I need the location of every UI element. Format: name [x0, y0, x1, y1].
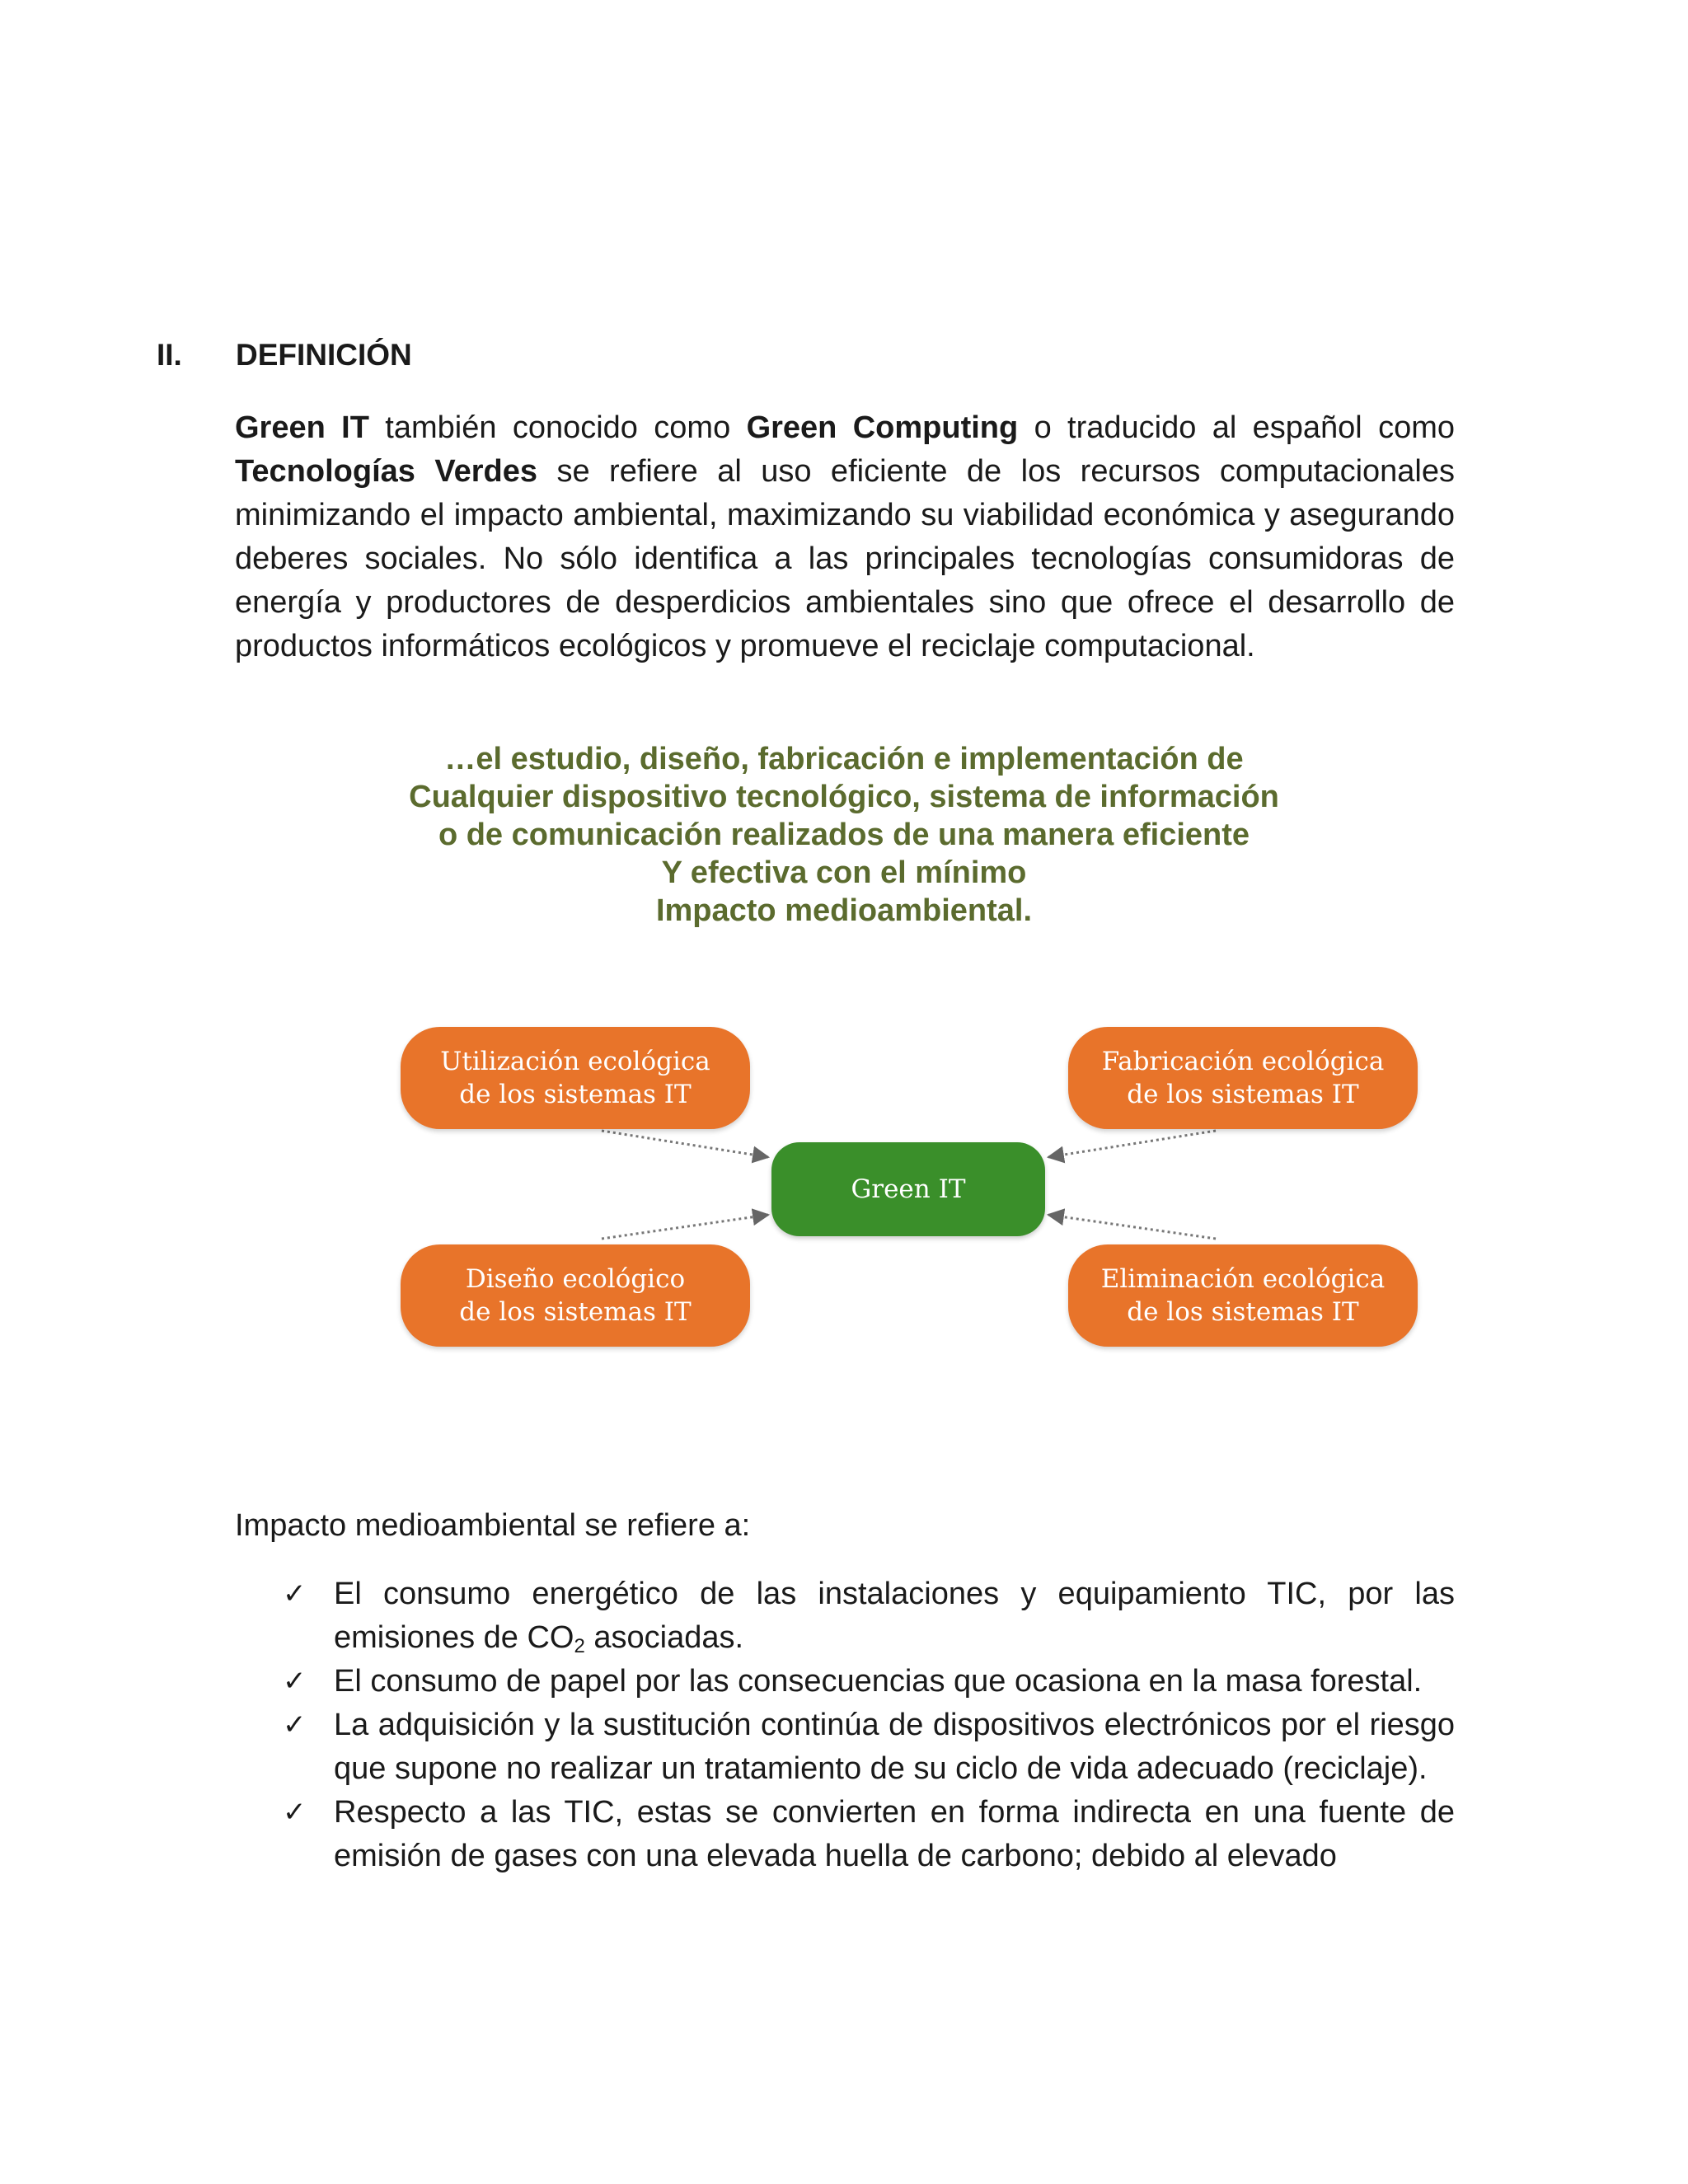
node-label: Eliminación ecológica: [1100, 1264, 1386, 1294]
node-green-it: [771, 1142, 1045, 1236]
definition-text-1: también conocido como: [368, 410, 747, 445]
node-label: Utilización ecológica: [440, 1047, 710, 1076]
arrow-bottom-right: [1048, 1215, 1216, 1239]
item-text: El consumo energético de las instalaciones y equipamiento TIC, por las emisiones de CO: [334, 1577, 1455, 1655]
list-item: [235, 1660, 1455, 1704]
list-item: [235, 1791, 1455, 1878]
arrow-bottom-left: [602, 1215, 768, 1239]
section-title: DEFINICIÓN: [236, 338, 412, 372]
checkmark-icon: ✓: [283, 1796, 307, 1829]
node-eco-usage: [401, 1027, 750, 1129]
node-eco-design: [401, 1244, 750, 1347]
term-green-it: Green IT: [235, 410, 369, 445]
node-eco-disposal: [1068, 1244, 1418, 1347]
arrow-top-left: [602, 1131, 768, 1157]
item-text: Respecto a las TIC, estas se convierten en forma indirecta en una fuente de emisión de gases con una elevada huella de carbono; debido al elevado: [334, 1795, 1455, 1873]
node-label: de los sistemas IT: [459, 1297, 692, 1327]
node-label: Green IT: [851, 1174, 966, 1204]
quote-line: o de comunicación realizados de una manera eficiente: [438, 818, 1250, 852]
node-label: Diseño ecológico: [465, 1264, 686, 1294]
item-text: El consumo de papel por las consecuencias que ocasiona en la masa forestal.: [334, 1664, 1423, 1699]
green-it-diagram: [387, 1020, 1426, 1358]
term-green-computing: Green Computing: [746, 410, 1019, 445]
node-label: Fabricación ecológica: [1101, 1047, 1385, 1076]
checkmark-icon: ✓: [283, 1665, 307, 1698]
quote-line: Cualquier dispositivo tecnológico, sistema de información: [409, 780, 1279, 814]
quote-line: …el estudio, diseño, fabricación e implementación de: [444, 742, 1244, 776]
definition-paragraph: [235, 406, 1455, 668]
node-label: de los sistemas IT: [1127, 1297, 1359, 1327]
impact-list: [235, 1572, 1455, 1878]
quote-line: Impacto medioambiental.: [655, 893, 1033, 928]
node-label: de los sistemas IT: [1127, 1080, 1359, 1109]
list-item: [235, 1704, 1455, 1791]
definition-quote: [0, 740, 1688, 930]
arrow-top-right: [1048, 1131, 1216, 1157]
item-text: La adquisición y la sustitución continúa de dispositivos electrónicos por el riesgo que supone no realizar un tratamiento de su ciclo de vida adecuado (reciclaje).: [334, 1708, 1455, 1786]
subscript: 2: [574, 1635, 585, 1657]
node-label: de los sistemas IT: [459, 1080, 692, 1109]
definition-text-2: o traducido al español como: [1018, 410, 1456, 445]
checkmark-icon: ✓: [283, 1708, 307, 1741]
item-text: asociadas.: [584, 1620, 744, 1655]
list-item: [235, 1572, 1455, 1660]
definition-text-3: se refiere al uso eficiente de los recursos computacionales minimizando el impacto ambiental, maximizando su viabilidad económica y asegurando deberes sociales. No sólo identifica a las principales tecnologías consumidoras de energía y productores de desperdicios ambientales sino que ofrece el desarrollo de productos informáticos ecológicos y promueve el reciclaje computacional.: [235, 454, 1455, 663]
section-number: II.: [157, 338, 182, 372]
node-eco-manufacturing: [1068, 1027, 1418, 1129]
impact-intro: Impacto medioambiental se refiere a:: [235, 1508, 751, 1543]
quote-line: Y efectiva con el mínimo: [661, 855, 1027, 890]
checkmark-icon: ✓: [283, 1577, 307, 1610]
term-tecnologias-verdes: Tecnologías Verdes: [235, 454, 537, 489]
